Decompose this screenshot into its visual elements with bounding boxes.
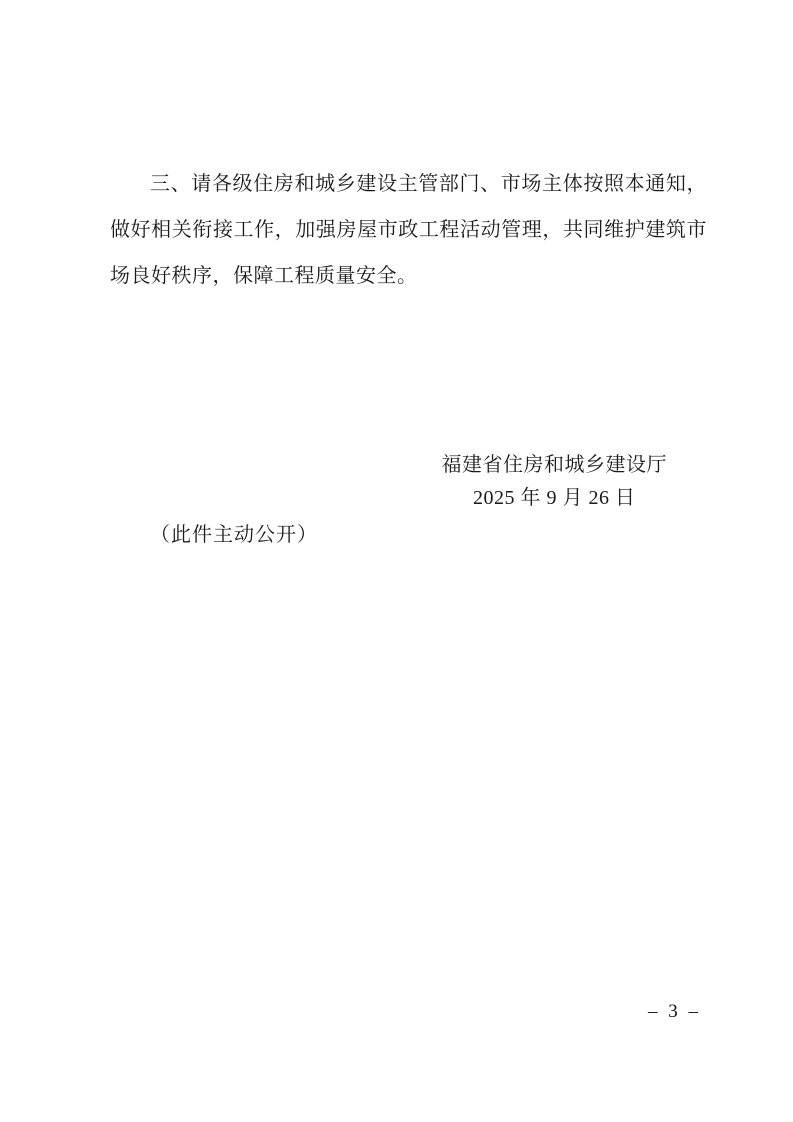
disclosure-note: （此件主动公开）	[150, 524, 318, 546]
document-content	[0, 0, 793, 548]
body-paragraph: 三、请各级住房和城乡建设主管部门、市场主体按照本通知，做好相关衔接工作，加强房屋市政工程活动管理，共同维护建筑市场良好秩序，保障工程质量安全。	[110, 173, 707, 287]
signature-agency: 福建省住房和城乡建设厅	[441, 454, 667, 476]
signature-block	[110, 449, 707, 515]
signature-date: 2025 年 9 月 26 日	[473, 487, 636, 509]
signature-inner	[442, 449, 668, 515]
page-number: – 3 –	[648, 1001, 701, 1022]
